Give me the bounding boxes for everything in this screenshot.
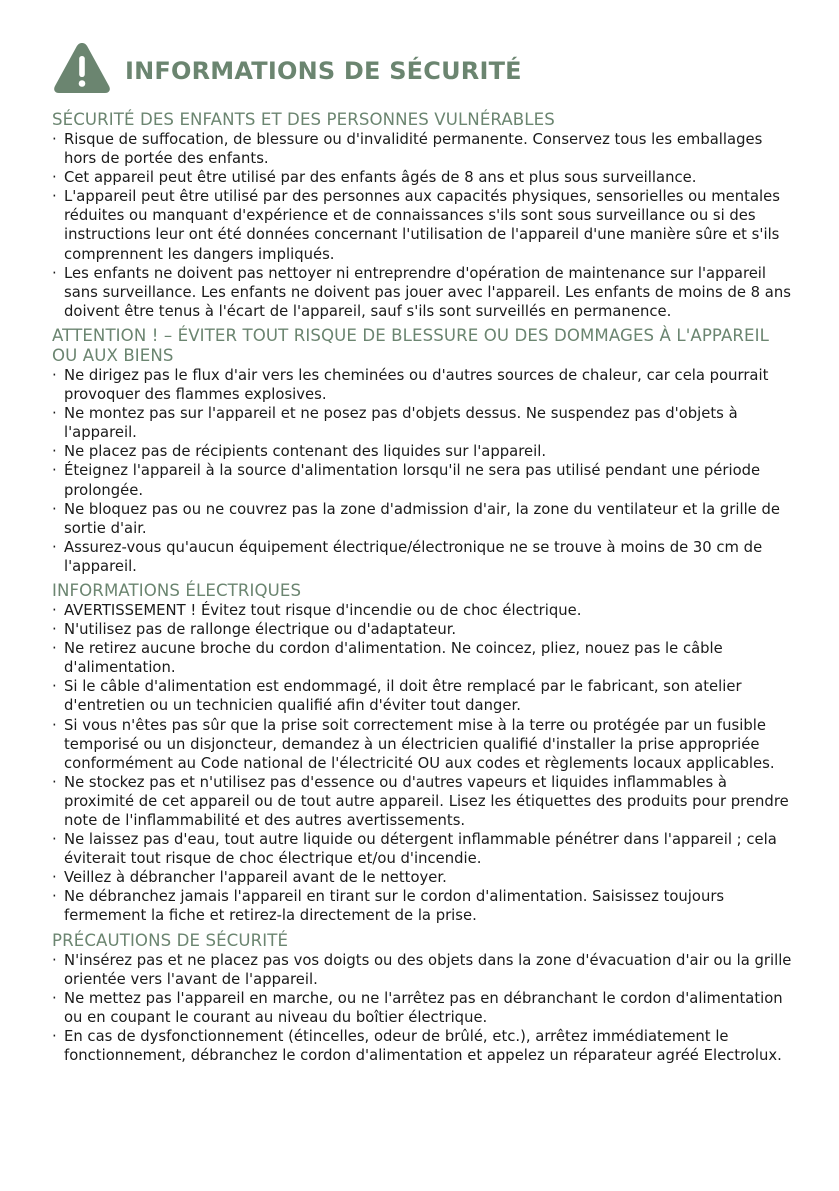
bullet-dot: · [52, 264, 57, 282]
list-item-text: Si vous n'êtes pas sûr que la prise soit correctement mise à la terre ou protégée par un fusible temporisé ou un disjoncteur, demandez à un électricien qualifié d'installer la prise appropriée conformément au Code national de l'électricité OU aux codes et règlements locaux applicables. [64, 716, 775, 772]
section-heading-attention: ATTENTION ! – ÉVITER TOUT RISQUE DE BLESSURE OU DES DOMMAGES À L'APPAREIL OU AUX BIENS [52, 325, 769, 365]
list-item [52, 887, 792, 925]
page-title: INFORMATIONS DE SÉCURITÉ [125, 57, 522, 85]
list-item [52, 168, 792, 187]
bullet-dot: · [52, 869, 57, 887]
list-item-text: Ne mettez pas l'appareil en marche, ou ne l'arrêtez pas en débranchant le cordon d'alimentation ou en coupant le courant au niveau du boîtier électrique. [64, 989, 783, 1026]
bullet-dot: · [52, 989, 57, 1007]
list-item [52, 404, 792, 442]
list-item-text: Ne dirigez pas le flux d'air vers les cheminées ou d'autres sources de chaleur, car cela pourrait provoquer des flammes explosives. [64, 366, 769, 404]
list-item [52, 677, 792, 715]
list-item [52, 461, 792, 499]
section-list-attention [52, 366, 792, 576]
list-item [52, 500, 792, 538]
bullet-dot: · [52, 640, 57, 658]
section-heading-precautions: PRÉCAUTIONS DE SÉCURITÉ [52, 930, 289, 950]
bullet-dot: · [52, 169, 57, 187]
title-row [52, 38, 792, 98]
list-item-text: Si le câble d'alimentation est endommagé, il doit être remplacé par le fabricant, son atelier d'entretien ou un technicien qualifié afin d'éviter tout danger. [64, 678, 742, 715]
section-list-children-safety [52, 130, 792, 321]
list-item-text: Cet appareil peut être utilisé par des enfants âgés de 8 ans et plus sous surveillance. [64, 169, 697, 187]
bullet-dot: · [52, 831, 57, 849]
list-item [52, 1027, 792, 1065]
list-item [52, 716, 792, 773]
list-item [52, 538, 792, 576]
bullet-dot: · [52, 443, 57, 461]
bullet-dot: · [52, 678, 57, 696]
list-item [52, 773, 792, 830]
section-list-electrical [52, 601, 792, 926]
bullet-dot: · [52, 538, 57, 556]
list-item [52, 442, 792, 461]
list-item-text: Ne laissez pas d'eau, tout autre liquide ou détergent inflammable pénétrer dans l'appareil ; cela éviterait tout risque de choc électrique et/ou d'incendie. [64, 831, 777, 868]
list-item [52, 951, 792, 989]
list-item [52, 868, 792, 887]
list-item-text: Ne montez pas sur l'appareil et ne posez pas d'objets dessus. Ne suspendez pas d'objets à l'appareil. [64, 405, 738, 442]
list-item-text: Ne retirez aucune broche du cordon d'alimentation. Ne coincez, pliez, nouez pas le câble d'alimentation. [64, 640, 723, 677]
safety-document [52, 38, 792, 1070]
list-item [52, 989, 792, 1027]
bullet-dot: · [52, 601, 57, 619]
list-item-text: Assurez-vous qu'aucun équipement électrique/électronique ne se trouve à moins de 30 cm de l'appareil. [64, 538, 763, 575]
warning-triangle-icon [52, 40, 112, 96]
bullet-dot: · [52, 131, 57, 148]
list-item-text: Ne stockez pas et n'utilisez pas d'essence ou d'autres vapeurs et liquides inflammables à proximité de cet appareil ou de tout autre appareil. Lisez les étiquettes des produits pour prendre note de l'inflammabilité et des autres avertissements. [64, 773, 789, 829]
list-item [52, 264, 792, 321]
section-heading-electrical: INFORMATIONS ÉLECTRIQUES [52, 580, 302, 600]
list-item-text: Éteignez l'appareil à la source d'alimentation lorsqu'il ne sera pas utilisé pendant une période prolongée. [64, 462, 761, 499]
list-item-text: Veillez à débrancher l'appareil avant de le nettoyer. [64, 869, 447, 887]
list-item-text: Ne placez pas de récipients contenant des liquides sur l'appareil. [64, 443, 547, 461]
list-item-text: Les enfants ne doivent pas nettoyer ni entreprendre d'opération de maintenance sur l'appareil sans surveillance. Les enfants ne doivent pas jouer avec l'appareil. Les enfants de moins de 8 ans doivent être tenus à l'écart de l'appareil, sauf s'ils sont surveillés en permanence. [64, 264, 791, 320]
bullet-dot: · [52, 366, 57, 384]
bullet-dot: · [52, 405, 57, 423]
list-item-text: En cas de dysfonctionnement (étincelles, odeur de brûlé, etc.), arrêtez immédiatement le fonctionnement, débranchez le cordon d'alimentation et appelez un réparateur agréé Electrolux. [64, 1027, 782, 1065]
list-item [52, 130, 792, 168]
list-item [52, 601, 792, 620]
list-item [52, 639, 792, 677]
list-item-text: N'insérez pas et ne placez pas vos doigts ou des objets dans la zone d'évacuation d'air ou la grille orientée vers l'avant de l'appareil. [64, 951, 792, 988]
section-heading-children-safety: SÉCURITÉ DES ENFANTS ET DES PERSONNES VULNÉRABLES [52, 110, 555, 129]
bullet-dot: · [52, 1027, 57, 1045]
list-item-text: Ne bloquez pas ou ne couvrez pas la zone d'admission d'air, la zone du ventilateur et la grille de sortie d'air. [64, 500, 780, 537]
bullet-dot: · [52, 773, 57, 791]
bullet-dot: · [52, 621, 57, 639]
bullet-dot: · [52, 188, 57, 206]
list-item-text: Risque de suffocation, de blessure ou d'invalidité permanente. Conservez tous les emballages hors de portée des enfants. [64, 131, 763, 168]
list-item-text: N'utilisez pas de rallonge électrique ou d'adaptateur. [64, 621, 457, 639]
list-item [52, 620, 792, 639]
bullet-dot: · [52, 716, 57, 734]
bullet-dot: · [52, 951, 57, 969]
list-item [52, 366, 792, 404]
list-item-text: Ne débranchez jamais l'appareil en tirant sur le cordon d'alimentation. Saisissez toujours fermement la fiche et retirez-la directement de la prise. [64, 888, 725, 925]
list-item [52, 830, 792, 868]
list-item-text: AVERTISSEMENT ! Évitez tout risque d'incendie ou de choc électrique. [64, 601, 582, 619]
section-list-precautions [52, 951, 792, 1066]
list-item [52, 187, 792, 263]
bullet-dot: · [52, 500, 57, 518]
bullet-dot: · [52, 888, 57, 906]
bullet-dot: · [52, 462, 57, 480]
list-item-text: L'appareil peut être utilisé par des personnes aux capacités physiques, sensorielles ou mentales réduites ou manquant d'expérience et de connaissances s'ils sont sous surveillance ou si des instructions leur ont été données concernant l'utilisation de l'appareil d'une manière sûre et s'ils comprennent les dangers impliqués. [64, 188, 780, 263]
